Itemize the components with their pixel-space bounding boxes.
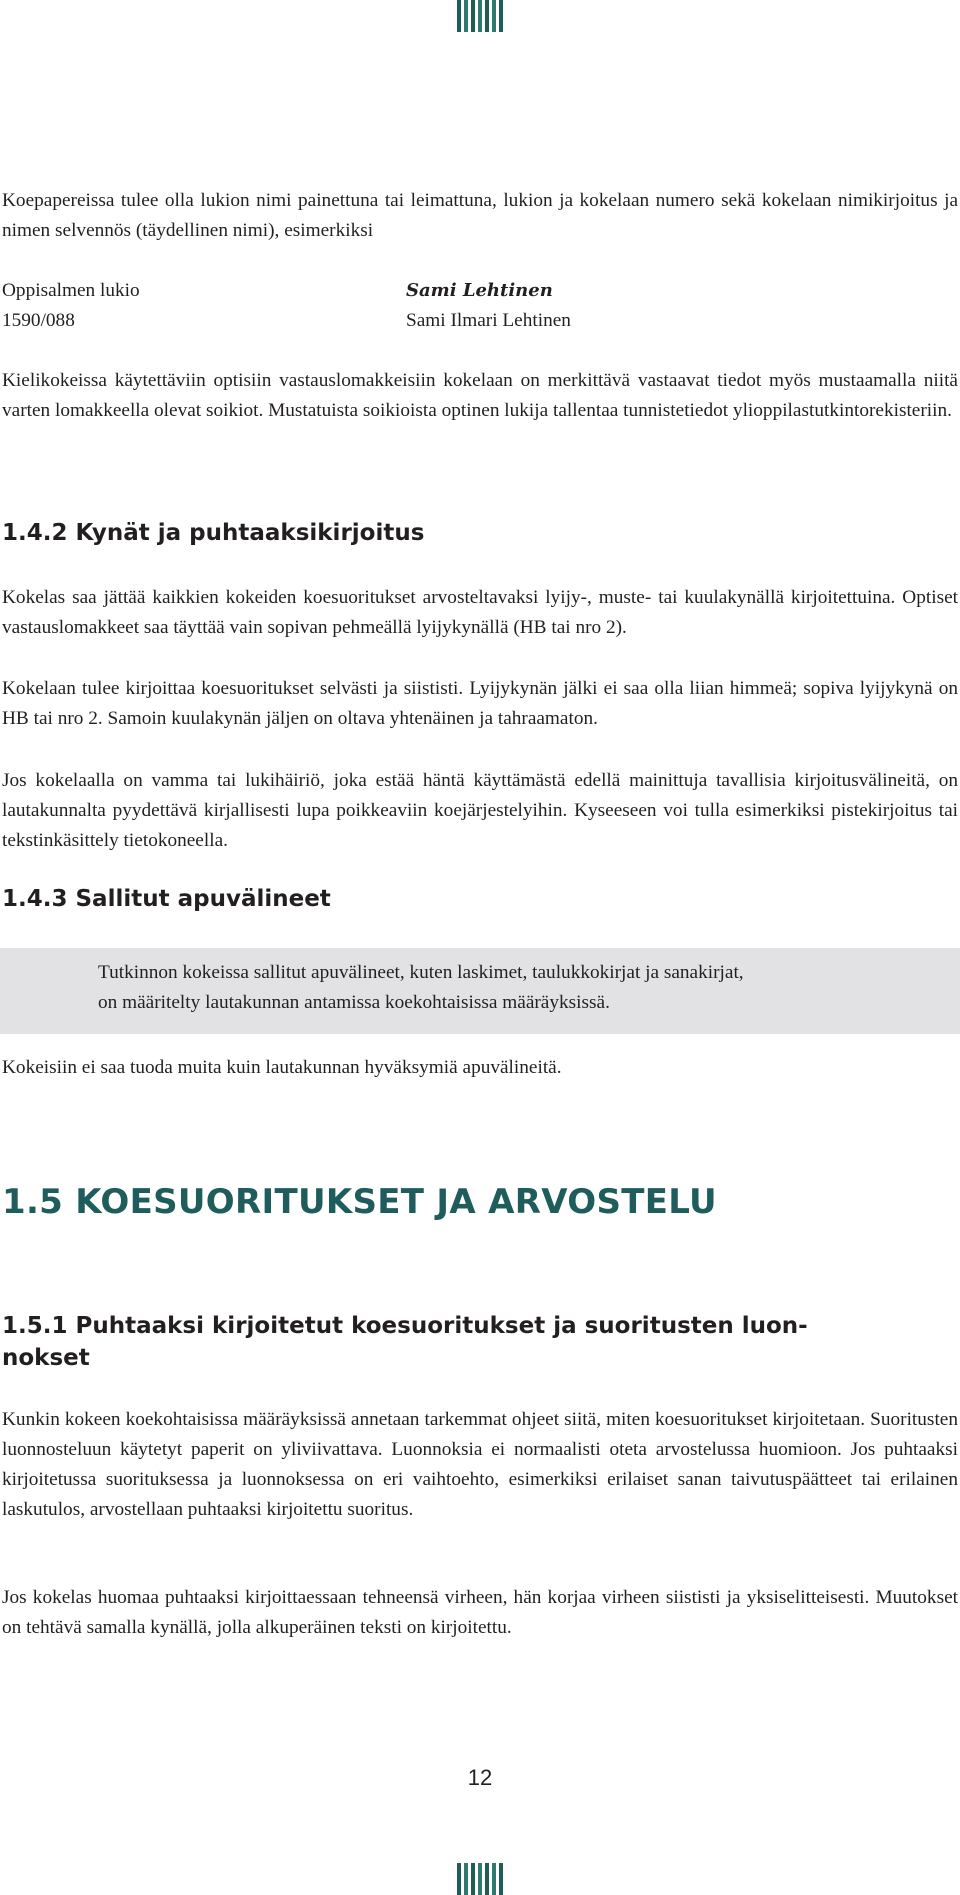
section-142-paragraph-1: Kokelas saa jättää kaikkien kokeiden koesuoritukset arvosteltavaksi lyijy-, muste- tai kuulakynällä kirjoitettuina. Optiset vastauslomakkeet saa täyttää vain sopivan pehmeällä lyijykynällä (HB tai nro 2).: [2, 587, 958, 638]
section-heading-1-4-2: 1.4.2 Kynät ja puhtaaksikirjoitus: [2, 520, 425, 546]
highlight-box-text: [98, 958, 938, 1018]
section-heading-1-5: 1.5 KOESUORITUKSET JA ARVOSTELU: [2, 1182, 717, 1222]
highlight-line-1: Tutkinnon kokeissa sallitut apuvälineet, kuten laskimet, taulukkokirjat ja sanakirjat,: [98, 962, 744, 983]
page-number: 12: [467, 1765, 493, 1790]
section-142-paragraph-3: Jos kokelaalla on vamma tai lukihäiriö, joka estää häntä käyttämästä edellä mainittuja tavallisia kirjoitusvälineitä, on lautakunnalta pyydettävä kirjallisesti lupa poikkeaviin koejärjestelyihin. Kyseeseen voi tulla esimerkiksi pistekirjoitus tai tekstinkäsittely tietokoneella.: [2, 770, 958, 851]
example-signature: Sami Lehtinen: [406, 280, 553, 301]
section-heading-1-4-3: 1.4.3 Sallitut apuvälineet: [2, 886, 331, 912]
section-heading-1-5-1: [2, 1310, 808, 1374]
example-school-block: [2, 276, 140, 336]
example-full-name: Sami Ilmari Lehtinen: [406, 310, 571, 331]
section-143-paragraph-1: Kokeisiin ei saa tuoda muita kuin lautakunnan hyväksymiä apuvälineitä.: [2, 1057, 562, 1078]
section-heading-1-5-1-line-1: 1.5.1 Puhtaaksi kirjoitetut koesuoritukset ja suoritusten luon-: [2, 1313, 808, 1339]
section-151-paragraph-2: Jos kokelas huomaa puhtaaksi kirjoittaessaan tehneensä virheen, hän korjaa virheen siististi ja yksiselitteisesti. Muutokset on tehtävä samalla kynällä, jolla alkuperäinen teksti on kirjoitettu.: [2, 1587, 958, 1638]
intro-paragraph: Koepapereissa tulee olla lukion nimi painettuna tai leimattuna, lukion ja kokelaan numero sekä kokelaan nimikirjoitus ja nimen selvennös (täydellinen nimi), esimerkiksi: [2, 190, 958, 241]
highlight-line-2: on määritelty lautakunnan antamissa koekohtaisissa määräyksissä.: [98, 992, 610, 1013]
example-name-block: [406, 276, 571, 336]
footer-ornament: [453, 1863, 507, 1895]
header-ornament: [453, 0, 507, 32]
section-142-paragraph-2: Kokelaan tulee kirjoittaa koesuoritukset selvästi ja siististi. Lyijykynän jälki ei saa olla liian himmeä; sopiva lyijykynä on HB tai nro 2. Samoin kuulakynän jäljen on oltava yhtenäinen ja tahraamaton.: [2, 678, 958, 729]
section-151-paragraph-1: Kunkin kokeen koekohtaisissa määräyksissä annetaan tarkemmat ohjeet siitä, miten koesuoritukset kirjoitetaan. Suoritusten luonnosteluun käytetyt paperit on yliviivattava. Luonnoksia ei normaalisti oteta arvostelussa huomioon. Jos puhtaaksi kirjoitetussa suorituksessa ja luonnoksessa on eri vaihtoehto, esimerkiksi erilaiset sanan taivutuspäätteet tai erilainen laskutulos, arvostellaan puhtaaksi kirjoitettu suoritus.: [2, 1409, 958, 1520]
language-paragraph: Kielikokeissa käytettäviin optisiin vastauslomakkeisiin kokelaan on merkittävä vastaavat tiedot myös mustaamalla niitä varten lomakkeella olevat soikiot. Mustatuista soikioista optinen lukija tallentaa tunnistetiedot ylioppilastutkintorekisteriin.: [2, 370, 958, 421]
section-heading-1-5-1-line-2: nokset: [2, 1345, 90, 1371]
example-school: Oppisalmen lukio: [2, 280, 140, 301]
example-numbers: 1590/088: [2, 310, 75, 331]
